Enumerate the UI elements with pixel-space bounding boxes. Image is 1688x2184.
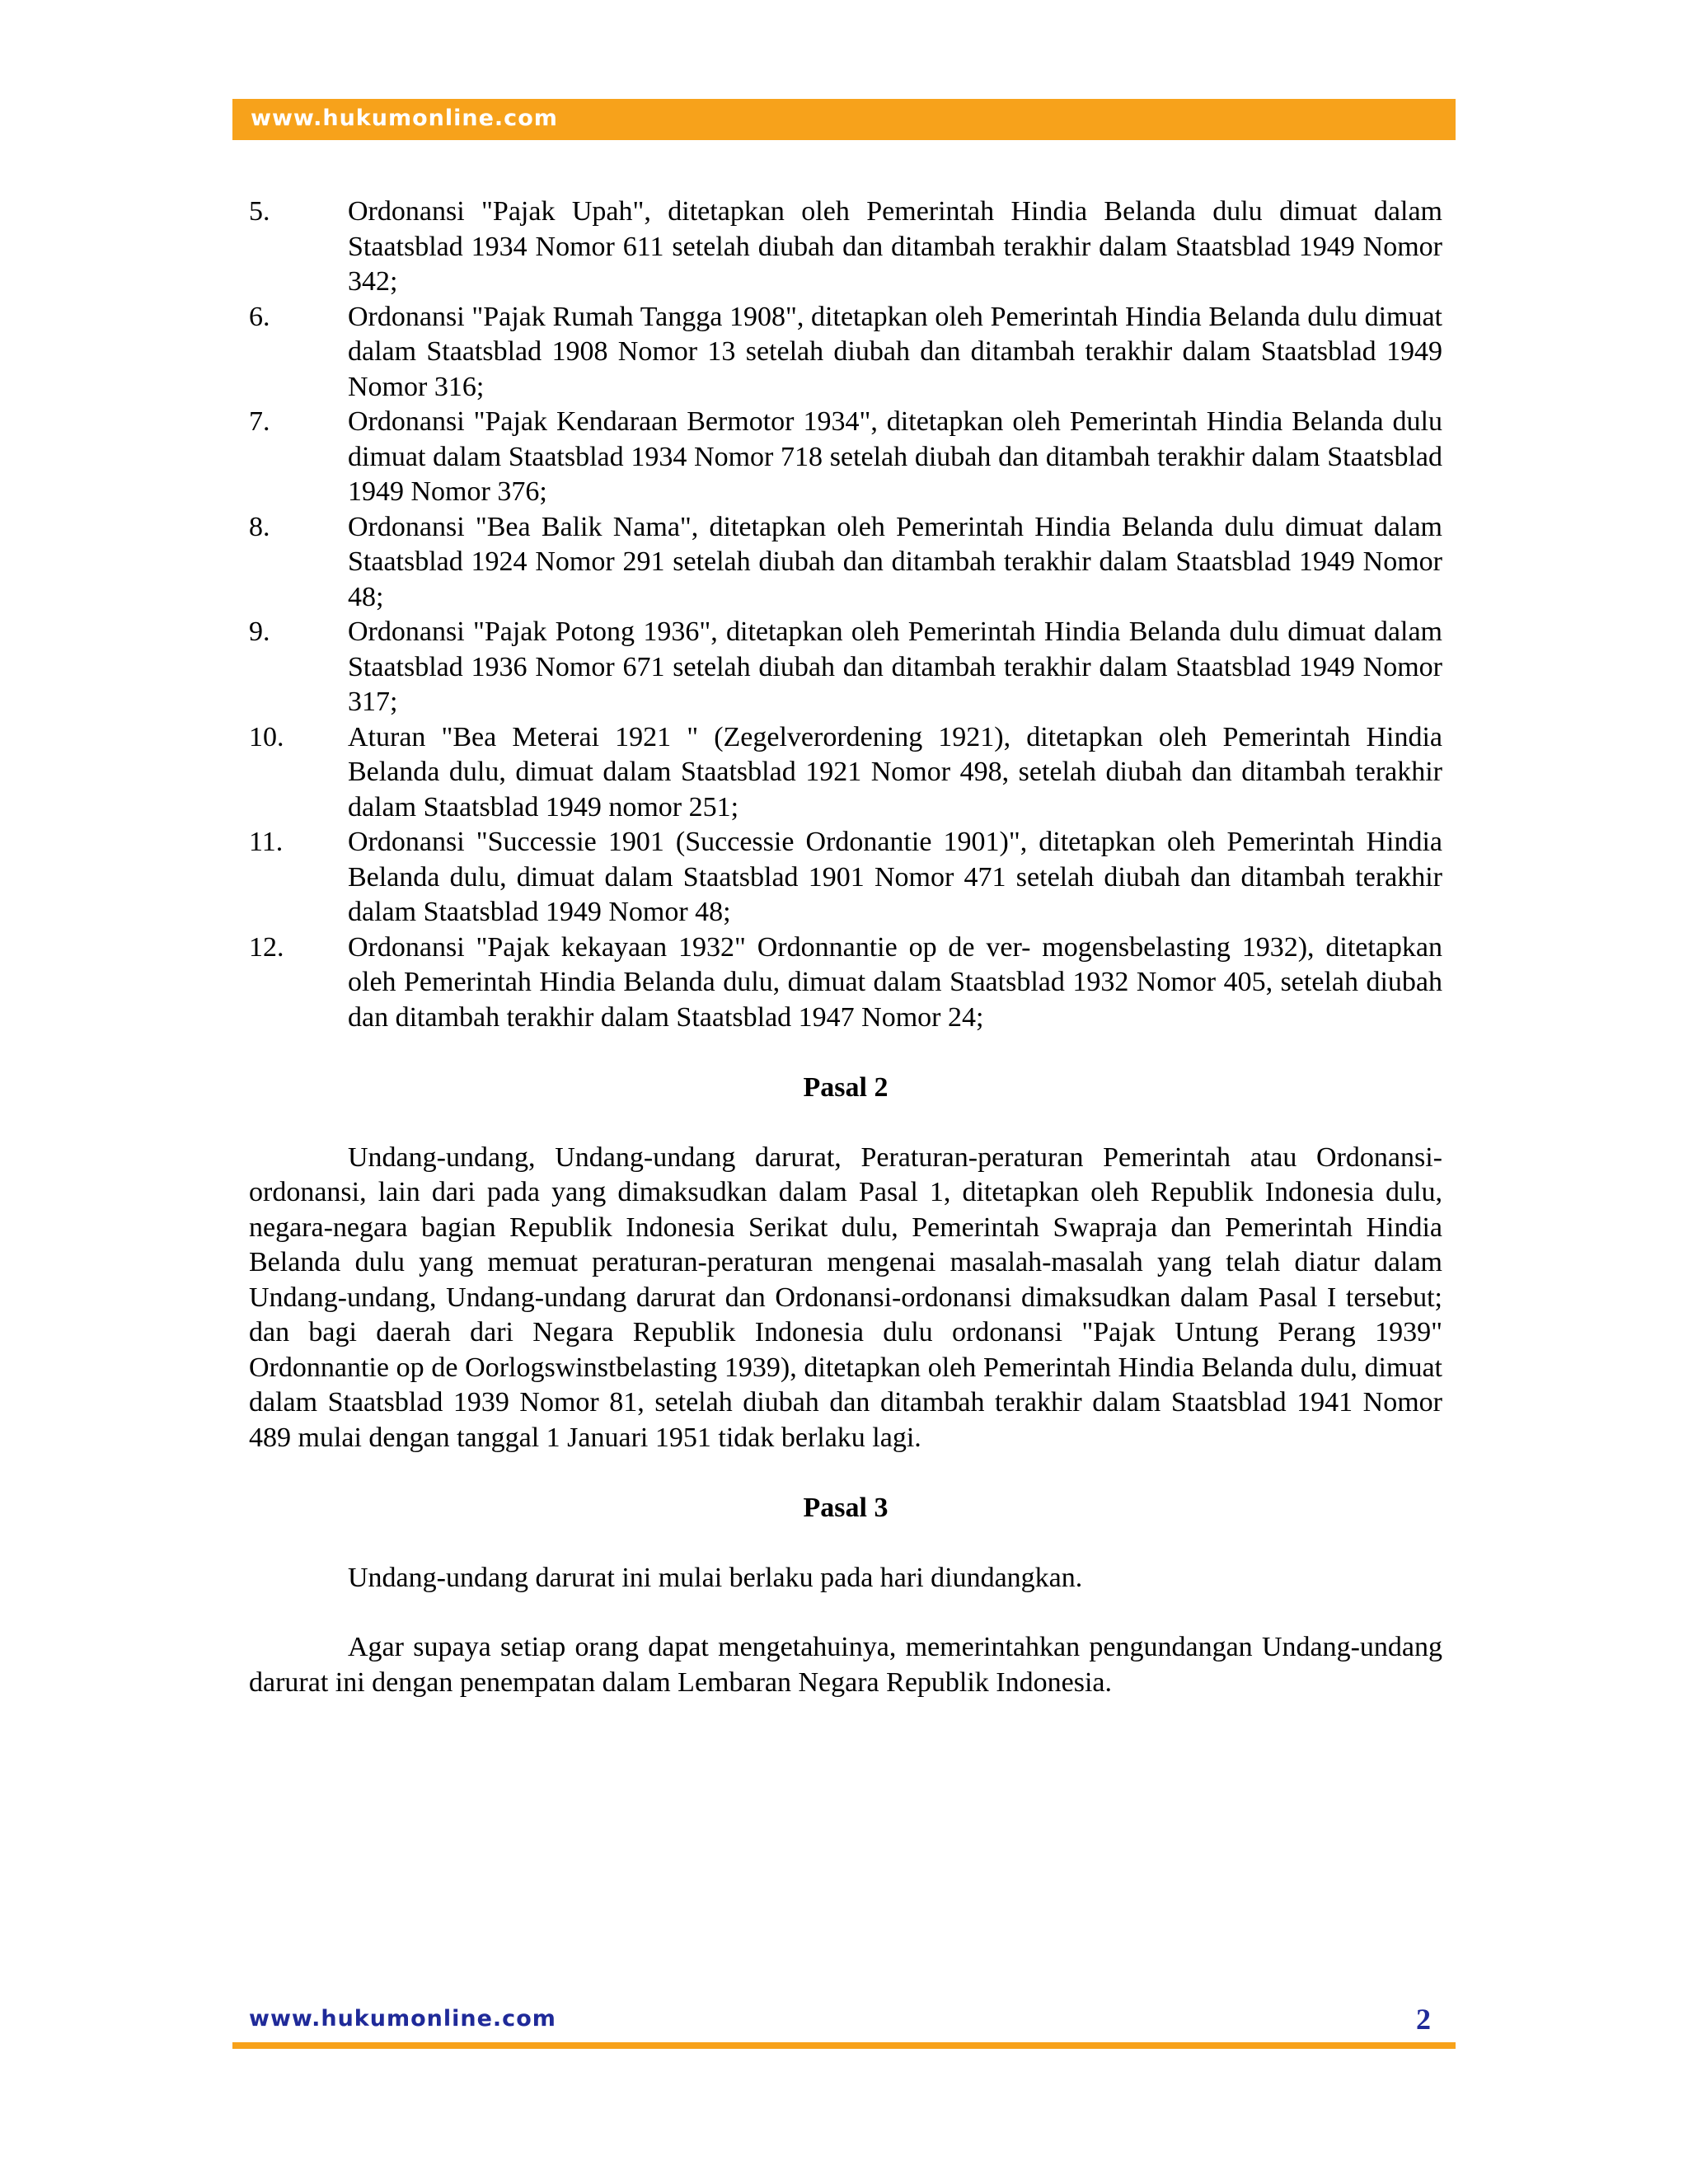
list-item-number: 10. [249, 721, 284, 752]
list-item [249, 194, 1442, 300]
document-body [249, 194, 1442, 1700]
list-item-number: 9. [249, 616, 270, 647]
list-item [249, 405, 1442, 510]
list-item-text: Ordonansi "Pajak Upah", ditetapkan oleh Pemerintah Hindia Belanda dulu dimuat dalam Staatsblad 1934 Nomor 611 setelah diubah dan ditambah terakhir dalam Staatsblad 1949 Nomor 342; [348, 196, 1442, 297]
list-item-text: Ordonansi "Pajak Kendaraan Bermotor 1934", ditetapkan oleh Pemerintah Hindia Belanda dulu dimuat dalam Staatsblad 1934 Nomor 718 setelah diubah dan ditambah terakhir dalam Staatsblad 1949 Nomor 376; [348, 406, 1442, 507]
pasal-2-heading: Pasal 2 [803, 1072, 889, 1103]
list-item-text: Ordonansi "Bea Balik Nama", ditetapkan oleh Pemerintah Hindia Belanda dulu dimuat dalam Staatsblad 1924 Nomor 291 setelah diubah dan ditambah terakhir dalam Staatsblad 1949 Nomor 48; [348, 511, 1442, 612]
header-url[interactable]: www.hukumonline.com [251, 105, 558, 131]
list-item [249, 300, 1442, 405]
list-item [249, 825, 1442, 930]
list-item [249, 615, 1442, 720]
list-item-number: 11. [249, 827, 284, 857]
pasal-3-paragraph: Undang-undang darurat ini mulai berlaku pada hari diundangkan. [348, 1562, 1083, 1593]
page-number: 2 [1416, 2003, 1431, 2036]
list-item-number: 8. [249, 511, 270, 542]
pasal-3-heading: Pasal 3 [803, 1493, 889, 1523]
pasal-2-paragraph: Undang-undang, Undang-undang darurat, Peraturan-peraturan Pemerintah atau Ordonansi-ordonansi, lain dari pada yang dimaksudkan dalam Pasal 1, ditetapkan oleh Republik Indonesia dulu, negara-negara bagian Republik Indonesia Serikat dulu, Pemerintah Swapraja dan Pemerintah Hindia Belanda dulu yang memuat peraturan-peraturan mengenai masalah-masalah yang telah diatur dalam Undang-undang, Undang-undang darurat dan Ordonansi-ordonansi dimaksudkan dalam Pasal I tersebut; dan bagi daerah dari Negara Republik Indonesia dulu ordonansi "Pajak Untung Perang 1939" Ordonnantie op de Oorlogswinstbelasting 1939), ditetapkan oleh Pemerintah Hindia Belanda dulu, dimuat dalam Staatsblad 1939 Nomor 81, setelah diubah dan ditambah terakhir dalam Staatsblad 1941 Nomor 489 mulai dengan tanggal 1 Januari 1951 tidak berlaku lagi. [249, 1141, 1442, 1453]
list-item [249, 510, 1442, 616]
list-item-number: 12. [249, 931, 284, 963]
list-item-number: 6. [249, 301, 270, 332]
footer-url[interactable]: www.hukumonline.com [249, 2006, 556, 2032]
closing-paragraph: Agar supaya setiap orang dapat mengetahuinya, memerintahkan pengundangan Undang-undang darurat ini dengan penempatan dalam Lembaran Negara Republik Indonesia. [249, 1632, 1442, 1698]
list-item-text: Ordonansi "Pajak Potong 1936", ditetapkan oleh Pemerintah Hindia Belanda dulu dimuat dalam Staatsblad 1936 Nomor 671 setelah diubah dan ditambah terakhir dalam Staatsblad 1949 Nomor 317; [348, 616, 1442, 717]
list-item-text: Ordonansi "Pajak Rumah Tangga 1908", ditetapkan oleh Pemerintah Hindia Belanda dulu dimuat dalam Staatsblad 1908 Nomor 13 setelah diubah dan ditambah terakhir dalam Staatsblad 1949 Nomor 316; [348, 301, 1442, 402]
list-item [249, 930, 1442, 1036]
list-item [249, 720, 1442, 826]
list-item-text: Aturan "Bea Meterai 1921 " (Zegelverordening 1921), ditetapkan oleh Pemerintah Hindia Belanda dulu, dimuat dalam Staatsblad 1921 Nomor 498, setelah diubah dan ditambah terakhir dalam Staatsblad 1949 nomor 251; [348, 721, 1442, 823]
list-item-number: 7. [249, 406, 270, 437]
ordinance-list [249, 194, 1442, 1035]
list-item-number: 5. [249, 196, 270, 227]
list-item-text: Ordonansi "Successie 1901 (Successie Ordonantie 1901)", ditetapkan oleh Pemerintah Hindia Belanda dulu, dimuat dalam Staatsblad 1901 Nomor 471 setelah diubah dan ditambah terakhir dalam Staatsblad 1949 Nomor 48; [348, 827, 1442, 927]
footer-divider [232, 2042, 1456, 2049]
list-item-text: Ordonansi "Pajak kekayaan 1932" Ordonnantie op de ver- mogensbelasting 1932), ditetapkan oleh Pemerintah Hindia Belanda dulu, dimuat dalam Staatsblad 1932 Nomor 405, setelah diubah dan ditambah terakhir dalam Staatsblad 1947 Nomor 24; [348, 931, 1442, 1033]
